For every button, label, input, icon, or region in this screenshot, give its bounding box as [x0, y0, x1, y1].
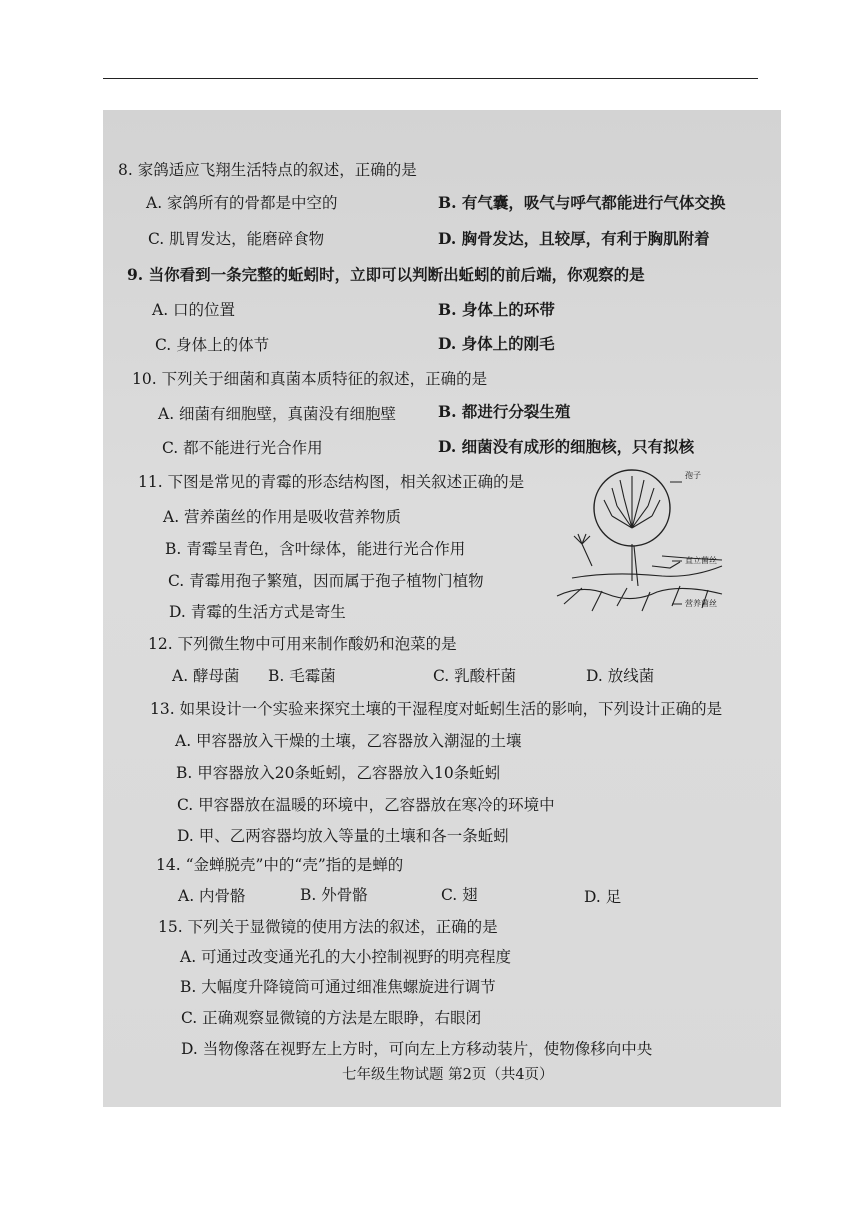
q8-stem: 8. 家鸽适应飞翔生活特点的叙述，正确的是	[118, 161, 417, 179]
q12-option-a: A. 酵母菌	[172, 667, 240, 685]
q12-option-d: D. 放线菌	[586, 667, 655, 685]
q13-option-a: A. 甲容器放入干燥的土壤，乙容器放入潮湿的土壤	[175, 732, 522, 750]
q9-option-c: C. 身体上的体节	[155, 336, 270, 354]
q10-option-c: C. 都不能进行光合作用	[162, 439, 323, 457]
penicillium-diagram	[552, 466, 732, 616]
q15-option-c: C. 正确观察显微镜的方法是左眼睁，右眼闭	[181, 1009, 482, 1027]
q15-stem: 15. 下列关于显微镜的使用方法的叙述，正确的是	[158, 918, 498, 936]
q13-stem: 13. 如果设计一个实验来探究土壤的干湿程度对蚯蚓生活的影响，下列设计正确的是	[150, 700, 723, 718]
penicillium-drawing	[552, 466, 732, 616]
q11-option-a: A. 营养菌丝的作用是吸收营养物质	[163, 508, 402, 526]
q14-option-a: A. 内骨骼	[178, 887, 246, 905]
q9-option-d: D. 身体上的刚毛	[438, 334, 555, 353]
q14-option-c: C. 翅	[441, 886, 478, 904]
label-spore: 孢子	[685, 471, 701, 480]
q10-option-a: A. 细菌有细胞壁，真菌没有细胞壁	[158, 405, 397, 423]
q14-stem: 14. “金蝉脱壳”中的“壳”指的是蝉的	[156, 856, 404, 874]
q14-option-d: D. 足	[584, 888, 622, 906]
q8-option-d: D. 胸骨发达，且较厚，有利于胸肌附着	[438, 229, 710, 248]
q11-option-b: B. 青霉呈青色，含叶绿体，能进行光合作用	[165, 540, 466, 558]
label-nutrient-hyphae: 营养菌丝	[685, 599, 717, 608]
header-rule	[103, 78, 758, 79]
q10-option-d: D. 细菌没有成形的细胞核，只有拟核	[438, 437, 695, 456]
q11-stem: 11. 下图是常见的青霉的形态结构图，相关叙述正确的是	[138, 473, 525, 491]
q14-option-b: B. 外骨骼	[300, 886, 368, 904]
q8-option-c: C. 肌胃发达，能磨碎食物	[148, 230, 325, 248]
q13-option-c: C. 甲容器放在温暖的环境中，乙容器放在寒冷的环境中	[177, 796, 555, 814]
q12-option-b: B. 毛霉菌	[268, 667, 336, 685]
q12-option-c: C. 乳酸杆菌	[433, 667, 517, 685]
label-aerial-hyphae: 直立菌丝	[685, 556, 717, 565]
q11-option-d: D. 青霉的生活方式是寄生	[169, 603, 346, 621]
q15-option-d: D. 当物像落在视野左上方时，可向左上方移动装片，使物像移向中央	[181, 1040, 653, 1058]
page-footer: 七年级生物试题 第2页（共4页）	[342, 1067, 554, 1083]
q9-stem: 9. 当你看到一条完整的蚯蚓时，立即可以判断出蚯蚓的前后端，你观察的是	[127, 265, 645, 284]
q9-option-a: A. 口的位置	[152, 301, 236, 319]
q10-option-b: B. 都进行分裂生殖	[438, 402, 571, 421]
q15-option-b: B. 大幅度升降镜筒可通过细准焦螺旋进行调节	[180, 978, 496, 996]
q12-stem: 12. 下列微生物中可用来制作酸奶和泡菜的是	[148, 635, 457, 653]
q11-option-c: C. 青霉用孢子繁殖，因而属于孢子植物门植物	[168, 572, 484, 590]
q8-option-b: B. 有气囊，吸气与呼气都能进行气体交换	[438, 193, 726, 212]
q13-option-b: B. 甲容器放入20条蚯蚓，乙容器放入10条蚯蚓	[176, 764, 501, 782]
q8-option-a: A. 家鸽所有的骨都是中空的	[146, 194, 338, 212]
q10-stem: 10. 下列关于细菌和真菌本质特征的叙述，正确的是	[132, 370, 488, 388]
q9-option-b: B. 身体上的环带	[438, 300, 555, 319]
q15-option-a: A. 可通过改变通光孔的大小控制视野的明亮程度	[180, 948, 512, 966]
q13-option-d: D. 甲、乙两容器均放入等量的土壤和各一条蚯蚓	[177, 827, 509, 845]
